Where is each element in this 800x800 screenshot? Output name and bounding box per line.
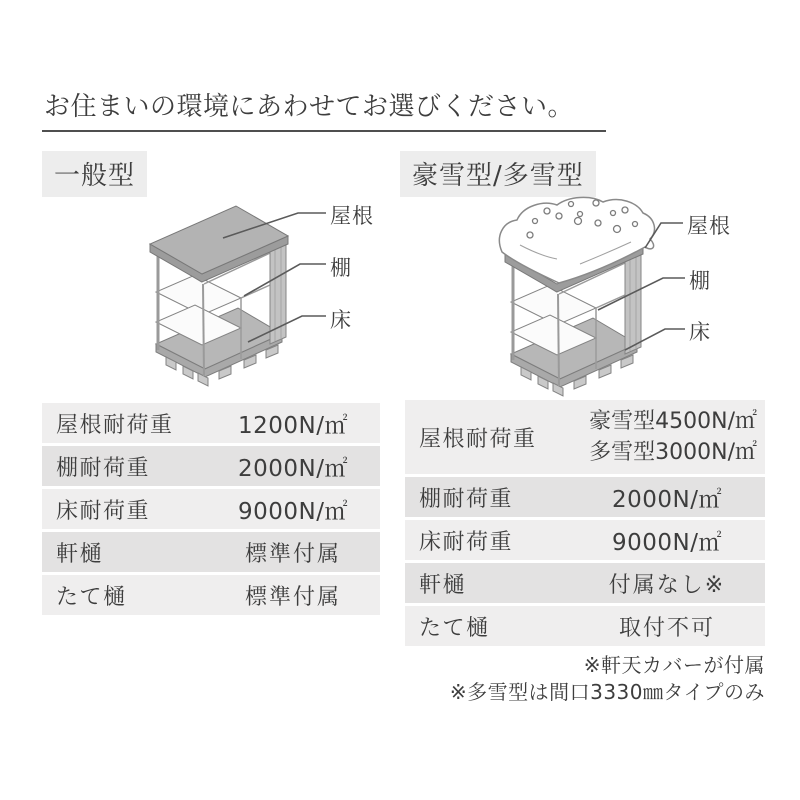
spec-value	[569, 406, 765, 468]
spec-label: 床耐荷重	[419, 529, 514, 555]
table-row	[405, 606, 765, 646]
spec-value: 2000N/㎡	[238, 455, 348, 482]
page-title: お住まいの環境にあわせてお選びください。	[44, 92, 575, 122]
spec-label: たて樋	[56, 584, 127, 610]
spec-value: 付属なし※	[608, 572, 726, 598]
shelf-label: 棚	[689, 269, 711, 293]
spec-value: 標準付属	[244, 541, 341, 567]
table-row	[405, 520, 765, 560]
spec-value: 9000N/㎡	[612, 529, 722, 556]
floor-label: 床	[689, 320, 711, 344]
floor-label: 床	[330, 308, 352, 332]
footnote-line: ※軒天カバーが付属	[583, 653, 765, 677]
spec-label: 軒樋	[419, 572, 467, 598]
general-spec-table	[42, 403, 380, 618]
spec-label: 床耐荷重	[56, 498, 151, 524]
spec-label: たて樋	[419, 615, 490, 641]
snow-spec-table	[405, 400, 765, 649]
snow-type-diagram	[405, 190, 745, 402]
spec-value-line2: 多雪型3000N/㎡	[589, 440, 757, 465]
spec-value: 9000N/㎡	[238, 498, 348, 525]
footnotes	[400, 652, 765, 706]
snow-type-heading: 豪雪型/多雪型	[400, 151, 596, 197]
spec-value: 2000N/㎡	[612, 486, 722, 513]
table-row	[42, 489, 380, 529]
spec-value: 取付不可	[618, 615, 715, 641]
general-type-diagram	[42, 192, 382, 402]
spec-label: 軒樋	[56, 541, 104, 567]
table-row	[405, 400, 765, 474]
table-row	[405, 563, 765, 603]
spec-label: 屋根耐荷重	[419, 426, 537, 452]
roof-label: 屋根	[687, 214, 731, 238]
title-underline	[42, 130, 606, 132]
roof-label: 屋根	[330, 204, 374, 228]
spec-value-line1: 豪雪型4500N/㎡	[589, 409, 757, 434]
spec-value: 標準付属	[244, 584, 341, 610]
spec-label: 棚耐荷重	[419, 486, 514, 512]
table-row	[42, 575, 380, 615]
footnote-line: ※多雪型は間口3330㎜タイプのみ	[449, 680, 765, 704]
table-row	[42, 403, 380, 443]
shed-side-wall	[625, 251, 641, 354]
spec-label: 屋根耐荷重	[56, 412, 174, 438]
table-row	[405, 477, 765, 517]
shed-side-wall	[270, 241, 286, 344]
table-row	[42, 532, 380, 572]
spec-label: 棚耐荷重	[56, 455, 151, 481]
table-row	[42, 446, 380, 486]
spec-value: 1200N/㎡	[238, 412, 348, 439]
shelf-label: 棚	[330, 256, 352, 280]
general-type-heading: 一般型	[42, 151, 147, 197]
